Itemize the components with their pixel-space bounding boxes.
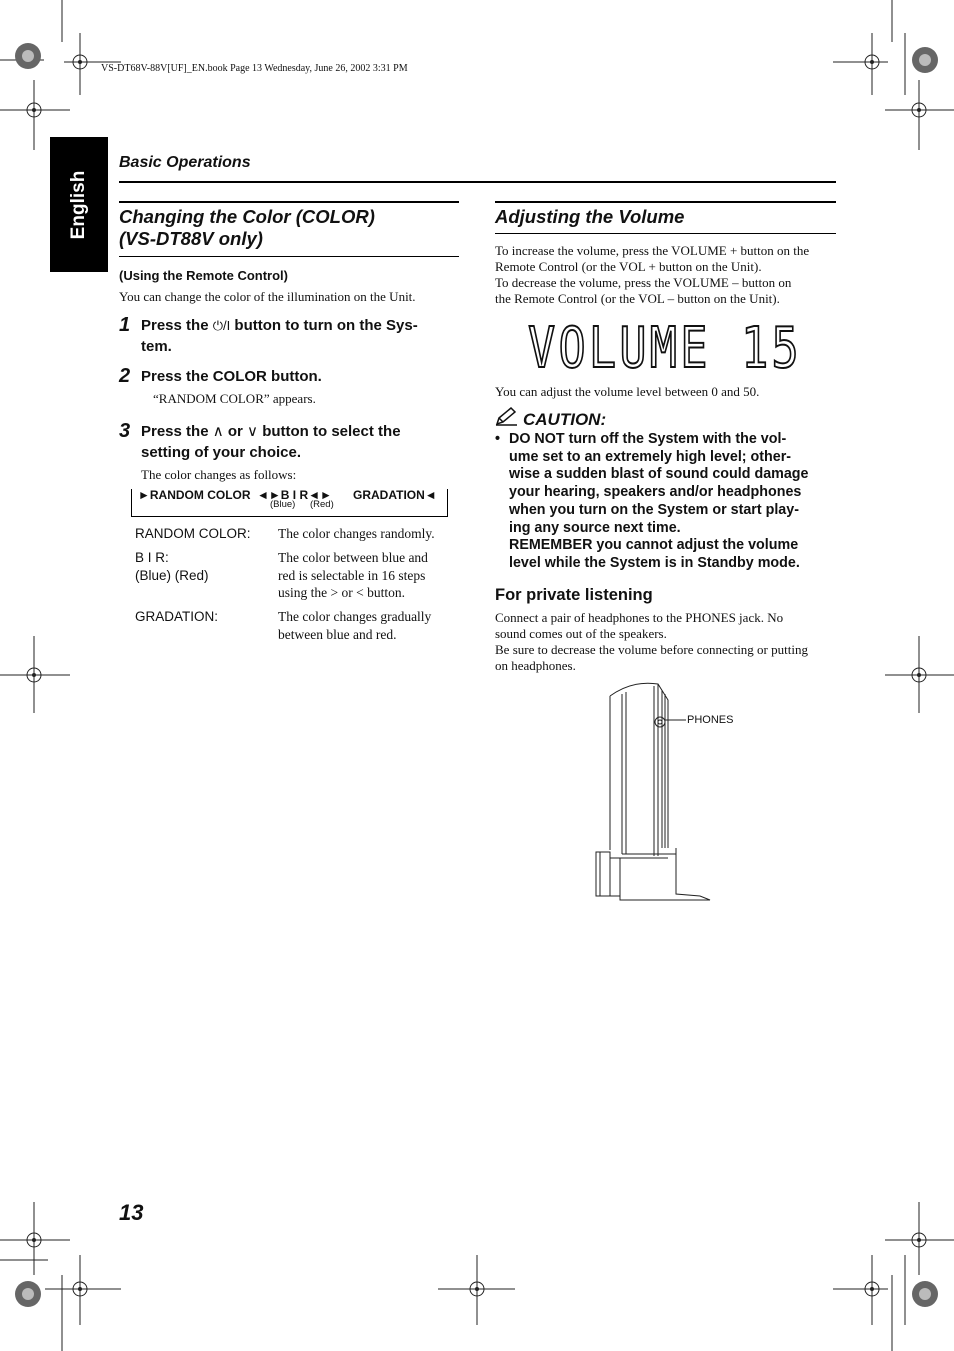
crosshair-icon: [833, 1255, 888, 1325]
table-key: (Blue) (Red): [135, 568, 209, 583]
table-key: GRADATION:: [135, 609, 219, 624]
table-value: The color between blue and: [278, 550, 428, 565]
heading-rule-top: [495, 201, 836, 203]
cycle-sub-red: (Red): [310, 499, 334, 510]
phones-jack-label: PHONES: [687, 714, 734, 726]
language-tab: [50, 137, 108, 272]
heading-rule-bottom: [119, 256, 459, 257]
unit-illustration: [592, 678, 722, 903]
power-icon: ⏻/I: [212, 318, 231, 333]
crosshair-icon: [45, 1255, 121, 1325]
crosshair-icon: [0, 636, 70, 713]
file-info-line: VS-DT68V-88V[UF]_EN.book Page 13 Wednesday, June 26, 2002 3:31 PM: [101, 63, 408, 74]
volume-para: To decrease the volume, press the VOLUME – button on: [495, 275, 792, 290]
caution-bullet: •: [495, 431, 501, 447]
table-value: red is selectable in 16 steps: [278, 568, 426, 583]
target-icon: [15, 43, 41, 69]
color-intro: You can change the color of the illumination on the Unit.: [119, 289, 416, 304]
remote-subheading: (Using the Remote Control): [119, 268, 288, 283]
arrow-right-icon: ►: [268, 488, 281, 502]
table-value: between blue and red.: [278, 627, 397, 642]
table-key: RANDOM COLOR:: [135, 526, 251, 541]
cycle-item-random: ►RANDOM COLOR: [138, 488, 251, 502]
step-number: 3: [119, 420, 131, 442]
step-1-text: Press the ⏻/I button to turn on the Sys- tem.: [141, 317, 418, 355]
volume-range-note: You can adjust the volume level between 0 and 50.: [495, 384, 760, 399]
arrow-right-icon: ►: [138, 488, 150, 502]
caution-text: DO NOT turn off the System with the vol- ume set to an extremely high level; other- wise a sudden blast of sound could damage your hearing, speakers and/or headphones when you turn on the System or start play- ing any source next time. REMEMBER you cannot adjust the volume level while the System is in Standby mode.: [509, 431, 809, 571]
arrow-left-icon: ◄: [424, 488, 437, 502]
table-value: The color changes randomly.: [278, 526, 435, 541]
step-2-text: Press the COLOR button.: [141, 368, 322, 385]
private-listening-heading: For private listening: [495, 586, 653, 604]
chevron-up-icon: ∧: [212, 423, 224, 440]
language-label: English: [68, 170, 89, 239]
volume-display-text: VOLUME 15: [528, 316, 802, 381]
color-heading-line1: Changing the Color (COLOR): [119, 206, 375, 227]
heading-rule-bottom: [495, 233, 836, 234]
pencil-icon: [495, 406, 519, 426]
private-listening-text: Connect a pair of headphones to the PHONES jack. No sound comes out of the speakers. Be sure to decrease the volume before connecting or putting on headphones.: [495, 610, 808, 673]
volume-display: [528, 316, 808, 381]
cycle-sub-blue: (Blue): [270, 499, 296, 510]
crosshair-icon: [0, 1202, 70, 1275]
table-key: B I R:: [135, 550, 169, 565]
step-2-note: “RANDOM COLOR” appears.: [153, 391, 316, 406]
caution-title: CAUTION:: [523, 410, 607, 429]
crosshair-icon: [885, 80, 954, 150]
volume-para: To increase the volume, press the VOLUME + button on the: [495, 243, 810, 258]
cycle-item-b-r: ◄►B I R◄►: [257, 488, 332, 502]
chevron-down-icon: ∨: [247, 423, 259, 440]
color-heading-line2: (VS-DT88V only): [119, 228, 263, 249]
target-icon: [912, 47, 938, 73]
target-icon: [15, 1281, 41, 1307]
target-icon: [912, 1281, 938, 1307]
crosshair-icon: [885, 636, 954, 713]
table-value: The color changes gradually: [278, 609, 432, 624]
step-3-text: Press the ∧ or ∨ button to select the setting of your choice.: [141, 423, 401, 461]
page-number: 13: [119, 1200, 144, 1225]
crosshair-icon: [438, 1255, 515, 1325]
crosshair-icon: [885, 1202, 954, 1275]
section-title: Basic Operations: [119, 154, 251, 171]
cycle-item-gradation: GRADATION◄: [353, 488, 437, 502]
table-value: using the > or < button.: [278, 585, 405, 600]
heading-rule-top: [119, 201, 459, 203]
arrow-left-icon: ◄: [257, 488, 269, 502]
arrow-right-icon: ►: [320, 488, 332, 502]
step-number: 2: [119, 365, 131, 387]
volume-heading: Adjusting the Volume: [495, 206, 685, 227]
volume-para: the Remote Control (or the VOL – button on the Unit).: [495, 291, 780, 306]
volume-para: Remote Control (or the VOL + button on the Unit).: [495, 259, 762, 274]
section-rule: [119, 181, 836, 183]
step-3-note: The color changes as follows:: [141, 467, 297, 482]
step-number: 1: [119, 314, 131, 336]
crosshair-icon: [833, 33, 888, 95]
arrow-left-icon: ◄: [308, 488, 321, 502]
